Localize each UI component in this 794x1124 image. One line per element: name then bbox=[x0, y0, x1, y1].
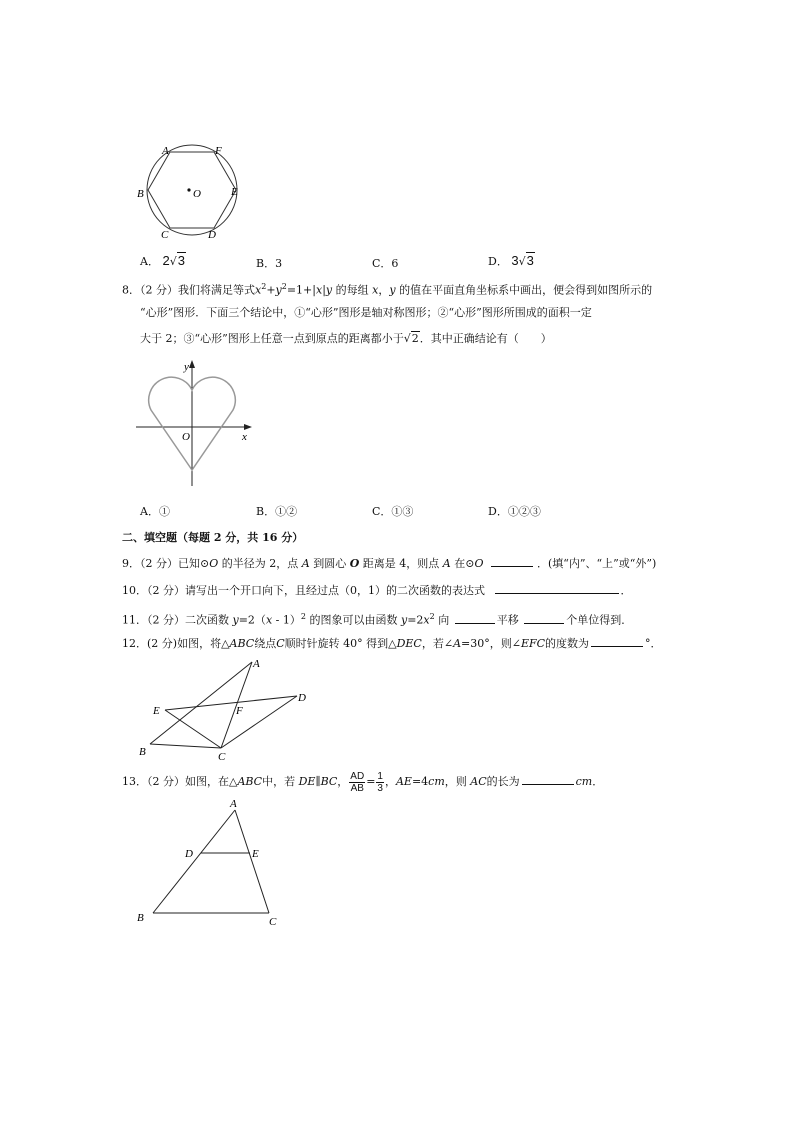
label-D: D bbox=[298, 692, 306, 704]
label-O: O bbox=[193, 188, 201, 200]
q7-option-b[interactable]: B．3 bbox=[256, 257, 283, 270]
q12-text: 12．(2 分)如图，将△ABC绕点C顺时针旋转 40° 得到△DEC，若∠A=30°，则∠EFC的度数为 °． bbox=[122, 637, 662, 650]
label-B: B bbox=[137, 912, 144, 924]
q8-option-b[interactable]: B．①② bbox=[256, 505, 298, 518]
label-A: A bbox=[162, 145, 169, 157]
q8-line-3: 大于 2；③“心形”图形上任意一点到原点的距离都小于√2．其中正确结论有（ ） bbox=[140, 332, 552, 345]
label-B: B bbox=[139, 746, 146, 758]
q7-option-d[interactable]: D． 3√3 bbox=[488, 253, 534, 268]
origin-label: O bbox=[182, 431, 190, 443]
q11-text: 11．（2 分）二次函数 y=2（x - 1）$^2$ 的图象可以由函数 $y=2x^2$ 向 平移 个单位得到． bbox=[122, 612, 633, 627]
heart-figure bbox=[130, 358, 260, 490]
ratio-fraction: $\frac{AD}{AB}$ bbox=[350, 770, 365, 794]
label-C: C bbox=[269, 916, 277, 928]
q7-option-a[interactable]: A． 2√3 bbox=[140, 253, 185, 268]
q11-direction-blank[interactable] bbox=[455, 613, 495, 624]
q12-answer-blank[interactable] bbox=[591, 636, 643, 647]
label-E: E bbox=[153, 705, 160, 717]
label-E: E bbox=[252, 848, 259, 860]
axis-label-y: y bbox=[184, 361, 189, 373]
q10-text: 10．（2 分）请写出一个开口向下，且经过点（0，1）的二次函数的表达式 ． bbox=[122, 584, 632, 597]
q10-answer-blank[interactable] bbox=[495, 583, 619, 594]
label-A: A bbox=[230, 798, 237, 810]
value-fraction: $\frac{1}{3}$ bbox=[377, 770, 383, 794]
axis-label-x: x bbox=[242, 431, 247, 443]
q7-option-c[interactable]: C．6 bbox=[372, 257, 399, 270]
q9-text: 9．（2 分）已知⊙O 的半径为 2，点 A 到圆心 O 距离是 4，则点 A 在⊙O ．(填“内”、“上”或“外”) bbox=[122, 557, 657, 570]
section-heading: 二、填空题（每题 2 分，共 16 分） bbox=[122, 531, 304, 544]
label-C: C bbox=[218, 751, 226, 763]
rotation-triangles-figure bbox=[135, 656, 315, 764]
label-F: F bbox=[236, 705, 243, 717]
label-E: E bbox=[231, 186, 238, 198]
q13-text: 13．（2 分）如图，在△ABC中，若 DE∥BC， $\frac{AD}{AB}$ = $\frac{1}{3}$ ，AE=4cm，则 AC的长为 cm． bbox=[122, 770, 604, 794]
q8-option-d[interactable]: D．①②③ bbox=[488, 505, 541, 518]
q11-units-blank[interactable] bbox=[524, 613, 564, 624]
q9-answer-blank[interactable] bbox=[491, 556, 533, 567]
q8-line-1: 8．（2 分）我们将满足等式$x^2+y^2=1+|x|y$ 的每组 x，y 的值在平面直角坐标系中画出，便会得到如图所示的 bbox=[122, 282, 653, 297]
q8-option-a[interactable]: A．① bbox=[140, 505, 170, 518]
q8-option-c[interactable]: C．①③ bbox=[372, 505, 414, 518]
label-D: D bbox=[208, 229, 216, 241]
label-F: F bbox=[215, 145, 222, 157]
q13-answer-blank[interactable] bbox=[522, 774, 574, 785]
sqrt-symbol: √2 bbox=[403, 332, 419, 345]
label-B: B bbox=[137, 188, 144, 200]
label-D: D bbox=[185, 848, 193, 860]
label-C: C bbox=[161, 229, 169, 241]
sqrt-symbol: √3 bbox=[169, 253, 185, 268]
hexagon-circle-figure bbox=[130, 140, 250, 245]
parallel-segment-triangle-figure bbox=[132, 797, 292, 929]
q8-line-2: “心形”图形．下面三个结论中，①“心形”图形是轴对称图形；②“心形”图形所围成的面积一定 bbox=[140, 306, 592, 319]
label-A: A bbox=[253, 658, 260, 670]
sqrt-symbol: √3 bbox=[518, 253, 534, 268]
